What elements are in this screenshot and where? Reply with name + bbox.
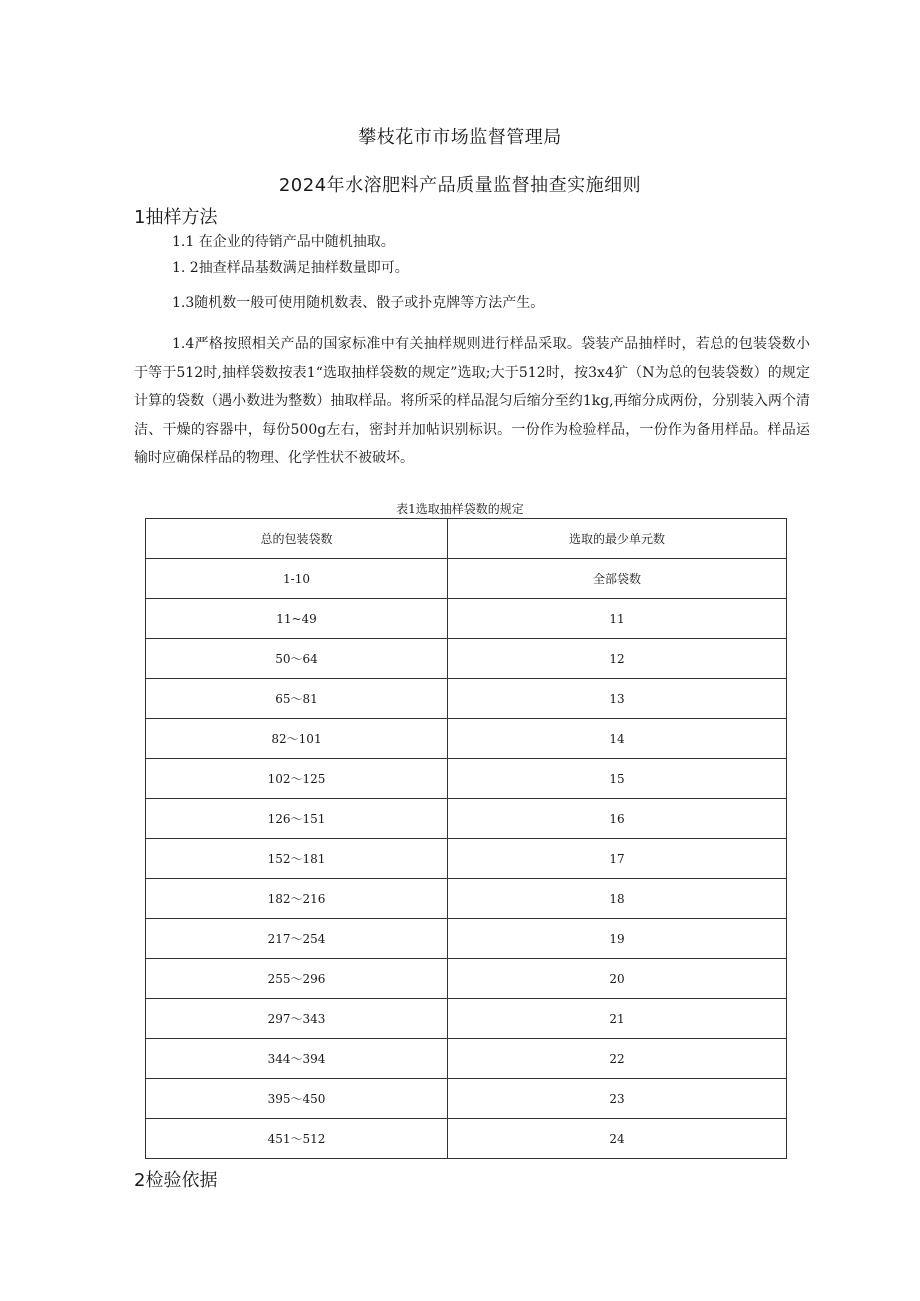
total-bags-cell: 395～450 [146, 1079, 448, 1119]
total-bags-cell: 152～181 [146, 839, 448, 879]
table-row [146, 999, 787, 1039]
issuing-organization: 攀枝花市市场监督管理局 [358, 127, 562, 148]
total-bags-cell: 344～394 [146, 1039, 448, 1079]
total-bags-cell: 182～216 [146, 879, 448, 919]
table-row [146, 919, 787, 959]
table-row [146, 959, 787, 999]
table-row [146, 799, 787, 839]
table-header-row [146, 519, 787, 559]
table-row [146, 639, 787, 679]
table-row [146, 879, 787, 919]
min-units-cell: 20 [448, 959, 787, 999]
min-units-cell: 23 [448, 1079, 787, 1119]
min-units-cell: 12 [448, 639, 787, 679]
total-bags-cell: 217～254 [146, 919, 448, 959]
sampling-item-1-3: 1.3随机数一般可使用随机数表、骰子或扑克牌等方法产生。 [172, 295, 545, 311]
min-units-cell: 16 [448, 799, 787, 839]
min-units-cell: 15 [448, 759, 787, 799]
min-units-cell: 24 [448, 1119, 787, 1159]
sampling-item-1-1: 1.1 在企业的待销产品中随机抽取。 [172, 234, 395, 250]
table-row [146, 759, 787, 799]
table-header-cell: 总的包装袋数 [146, 519, 448, 559]
table-row [146, 679, 787, 719]
total-bags-cell: 255～296 [146, 959, 448, 999]
min-units-cell: 11 [448, 599, 787, 639]
sampling-paragraph-1-4: 1.4严格按照相关产品的国家标准中有关抽样规则进行样品采取。袋装产品抽样时，若总的包装袋数小于等于512时,抽样袋数按表1“选取抽样袋数的规定”选取;大于512时，按3x4犷（N为总的包装袋数）的规定计算的袋数（遇小数进为整数）抽取样品。将所采的样品混匀后缩分至约1kg,再缩分成两份，分别装入两个清洁、干燥的容器中，每份500g左右，密封并加帖识别标识。一份作为检验样品，一份作为备用样品。样品运输时应确保样品的物理、化学性状不被破坏。 [134, 336, 810, 467]
sampling-item-1-2: 1. 2抽查样品基数满足抽样数量即可。 [172, 260, 409, 276]
total-bags-cell: 297～343 [146, 999, 448, 1039]
document-title: 2024年水溶肥料产品质量监督抽查实施细则 [278, 175, 642, 196]
section-heading-sampling: 1抽样方法 [134, 207, 218, 228]
table-row [146, 1119, 787, 1159]
total-bags-cell: 82～101 [146, 719, 448, 759]
table-row [146, 559, 787, 599]
total-bags-cell: 1-10 [146, 559, 448, 599]
total-bags-cell: 102～125 [146, 759, 448, 799]
min-units-cell: 13 [448, 679, 787, 719]
total-bags-cell: 65～81 [146, 679, 448, 719]
min-units-cell: 14 [448, 719, 787, 759]
table-row [146, 1039, 787, 1079]
min-units-cell: 22 [448, 1039, 787, 1079]
sampling-quantity-table [145, 518, 787, 1159]
table-header-cell: 选取的最少单元数 [448, 519, 787, 559]
total-bags-cell: 50～64 [146, 639, 448, 679]
table-row [146, 719, 787, 759]
min-units-cell: 21 [448, 999, 787, 1039]
min-units-cell: 19 [448, 919, 787, 959]
table-caption: 表1选取抽样袋数的规定 [396, 502, 524, 516]
min-units-cell: 17 [448, 839, 787, 879]
min-units-cell: 全部袋数 [448, 559, 787, 599]
total-bags-cell: 126～151 [146, 799, 448, 839]
total-bags-cell: 11~49 [146, 599, 448, 639]
table-row [146, 1079, 787, 1119]
section-heading-inspection-basis: 2检验依据 [134, 1170, 218, 1191]
total-bags-cell: 451～512 [146, 1119, 448, 1159]
table-row [146, 599, 787, 639]
table-row [146, 839, 787, 879]
min-units-cell: 18 [448, 879, 787, 919]
